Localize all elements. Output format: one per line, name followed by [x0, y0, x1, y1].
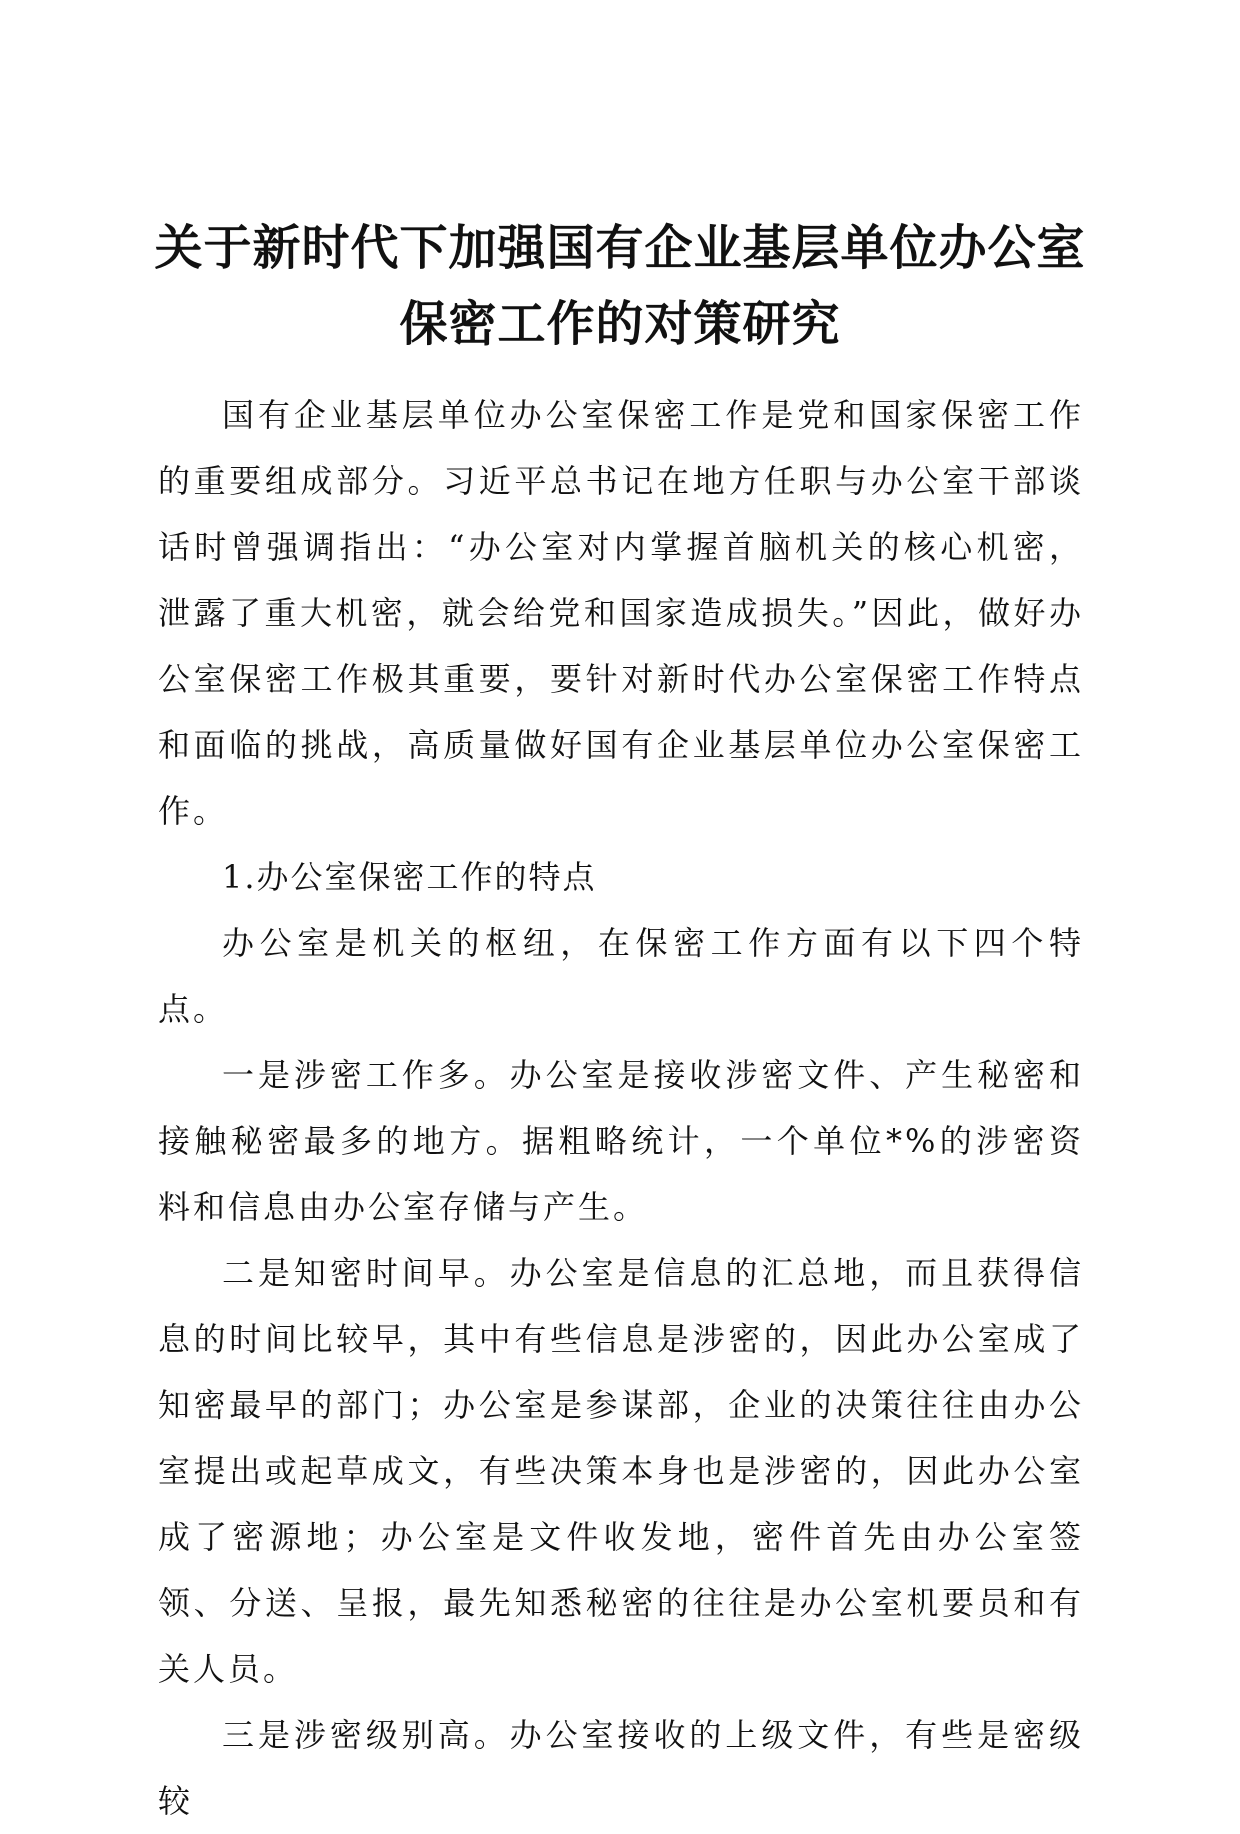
paragraph-overview: 办公室是机关的枢纽，在保密工作方面有以下四个特点。 — [158, 924, 1084, 1028]
document-title: 关于新时代下加强国有企业基层单位办公室保密工作的对策研究 — [154, 220, 1086, 352]
paragraph-intro: 国有企业基层单位办公室保密工作是党和国家保密工作的重要组成部分。习近平总书记在地方任职与办公室干部谈话时曾强调指出：“办公室对内掌握首脑机关的核心机密，泄露了重大机密，就会给党和国家造成损失。”因此，做好办公室保密工作极其重要，要针对新时代办公室保密工作特点和面临的挑战，高质量做好国有企业基层单位办公室保密工作。 — [158, 396, 1084, 830]
section-heading: 1.办公室保密工作的特点 — [222, 858, 597, 896]
paragraph-point-two: 二是知密时间早。办公室是信息的汇总地，而且获得信息的时间比较早，其中有些信息是涉密的，因此办公室成了知密最早的部门；办公室是参谋部，企业的决策往往由办公室提出或起草成文，有些决策本身也是涉密的，因此办公室成了密源地；办公室是文件收发地，密件首先由办公室签领、分送、呈报，最先知悉秘密的往往是办公室机要员和有关人员。 — [158, 1254, 1084, 1688]
paragraph-point-three: 三是涉密级别高。办公室接收的上级文件，有些是密级较 — [158, 1716, 1084, 1820]
document-body — [158, 382, 1084, 1834]
paragraph-point-one: 一是涉密工作多。办公室是接收涉密文件、产生秘密和接触秘密最多的地方。据粗略统计，一个单位*%的涉密资料和信息由办公室存储与产生。 — [158, 1056, 1084, 1226]
